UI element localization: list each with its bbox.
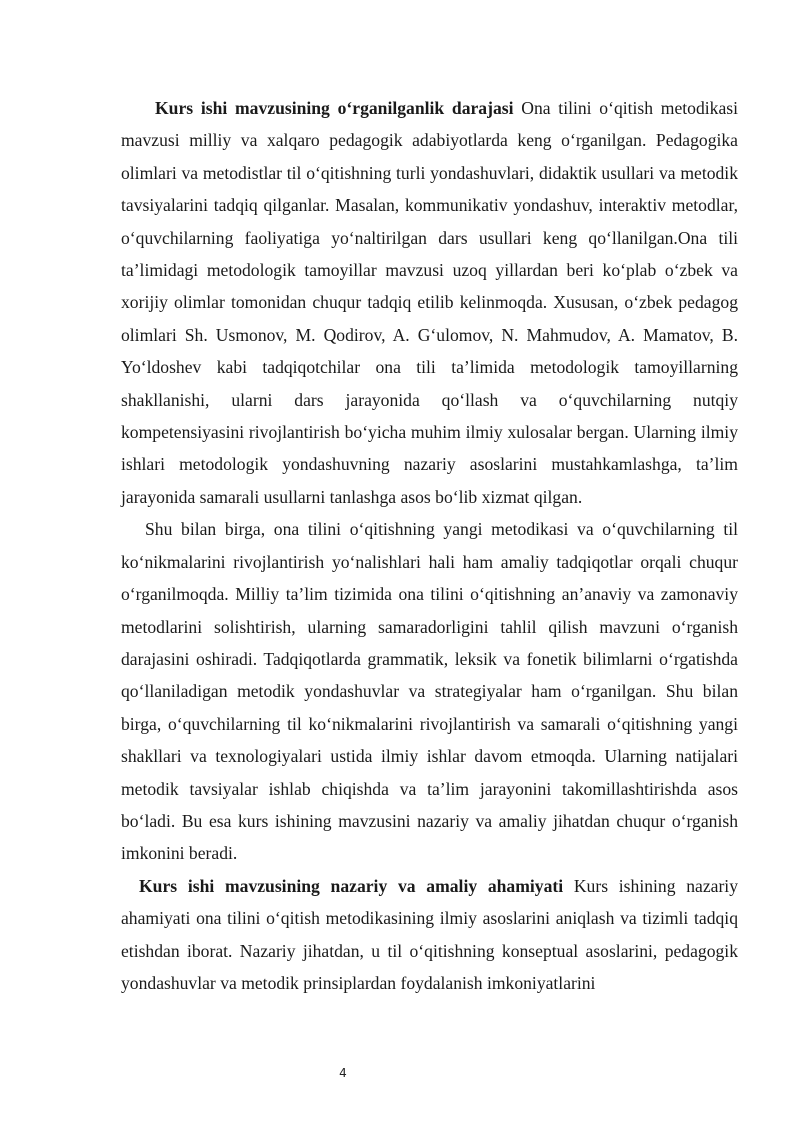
- document-page: [121, 92, 738, 999]
- paragraph-research-level: [121, 92, 738, 513]
- paragraph-text: Ona tilini o‘qitish metodikasi mavzusi milliy va xalqaro pedagogik adabiyotlarda keng o‘rganilgan. Pedagogika olimlari va metodistlar til o‘qitishning turli yondashuvlari, didaktik usullari va metodik tavsiyalarini tadqiq qilganlar. Masalan, kommunikativ yondashuv, interaktiv metodlar, o‘quvchilarning faoliyatiga yo‘naltirilgan dars usullari keng qo‘llanilgan.Ona tili ta’limidagi metodologik tamoyillar mavzusi uzoq yillardan beri ko‘plab o‘zbek va xorijiy olimlar tomonidan chuqur tadqiq etilib kelinmoqda. Xususan, o‘zbek pedagog olimlari Sh. Usmonov, M. Qodirov, A. G‘ulomov, N. Mahmudov, A. Mamatov, B. Yo‘ldoshev kabi tadqiqotchilar ona tili ta’limida metodologik tamoyillarning shakllanishi, ularni dars jarayonida qo‘llash va o‘quvchilarning nutqiy kompetensiyasini rivojlantirish bo‘yicha muhim ilmiy xulosalar bergan. Ularning ilmiy ishlari metodologik yondashuvning nazariy asoslarini mustahkamlashga, ta’lim jarayonida samarali usullarni tanlashga asos bo‘lib xizmat qilgan.: [121, 98, 738, 507]
- section-heading-significance: Kurs ishi mavzusining nazariy va amaliy ahamiyati: [139, 875, 564, 896]
- page-number: 4: [339, 1066, 347, 1080]
- paragraph-text: Kurs ishining nazariy ahamiyati ona tilini o‘qitish metodikasining ilmiy asoslarini aniqlash va tizimli tadqiq etishdan iborat. Nazariy jihatdan, u til o‘qitishning konseptual asoslarini, pedagogik yondashuvlar va metodik prinsiplardan foydalanish imkoniyatlarini: [121, 875, 738, 993]
- section-heading-research-level: Kurs ishi mavzusining o‘rganilganlik darajasi: [155, 98, 514, 118]
- paragraph-text: Shu bilan birga, ona tilini o‘qitishning yangi metodikasi va o‘quvchilarning til ko‘nikmalarini rivojlantirish yo‘nalishlari hali ham amaliy tadqiqotlar orqali chuqur o‘rganilmoqda. Milliy ta’lim tizimida ona tilini o‘qitishning an’anaviy va zamonaviy metodlarini solishtirish, ularning samaradorligini tahlil qilish mavzuni o‘rganish darajasini oshiradi. Tadqiqotlarda grammatik, leksik va fonetik bilimlarni o‘rgatishda qo‘llaniladigan metodik yondashuvlar va strategiyalar ham o‘rganilgan. Shu bilan birga, o‘quvchilarning til ko‘nikmalarini rivojlantirish va samarali o‘qitishning yangi shakllari va texnologiyalari ustida ilmiy ishlar davom etmoqda. Ularning natijalari metodik tavsiyalar ishlab chiqishda va ta’lim jarayonini takomillashtirishda asos bo‘ladi. Bu esa kurs ishining mavzusini nazariy va amaliy jihatdan chuqur o‘rganish imkonini beradi.: [121, 519, 738, 864]
- paragraph-significance: [121, 870, 738, 1000]
- paragraph-new-methodology: [121, 513, 738, 869]
